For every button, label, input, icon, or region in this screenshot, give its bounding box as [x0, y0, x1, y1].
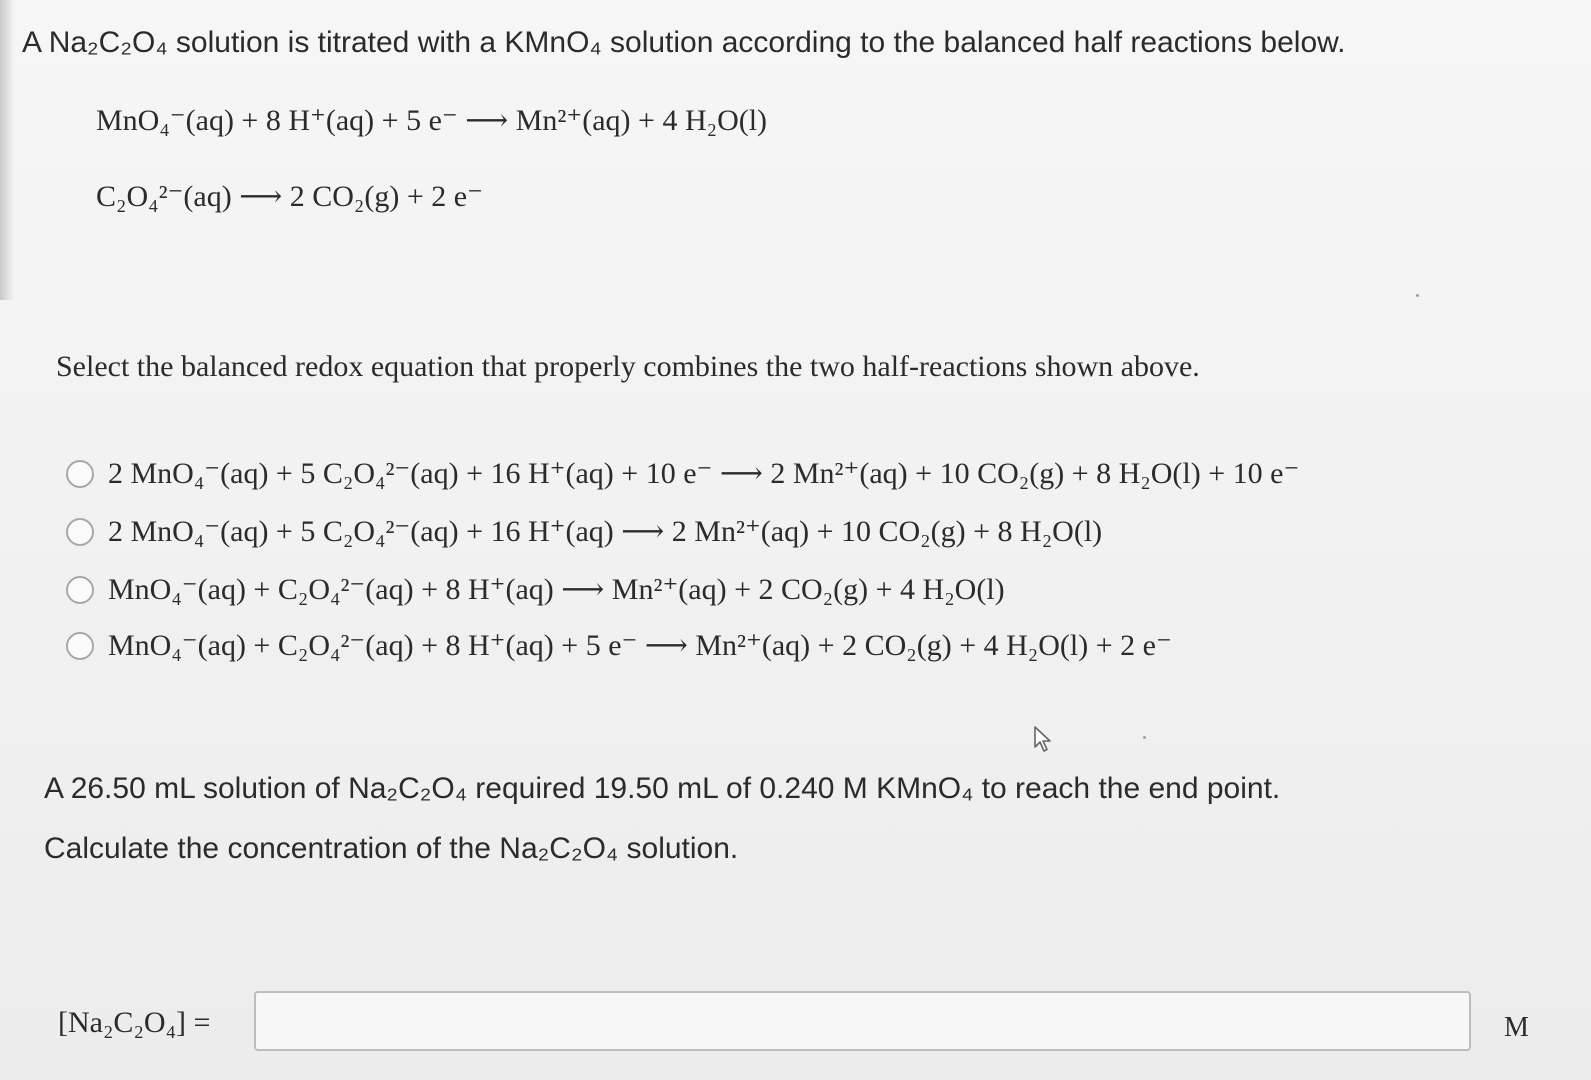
dust-speck	[1143, 736, 1146, 739]
concentration-input[interactable]	[254, 991, 1471, 1051]
answer-label: [Na₂C₂O₄] =	[58, 1006, 211, 1039]
option-text: MnO₄⁻(aq) + C₂O₄²⁻(aq) + 8 H⁺(aq) + 5 e⁻ ⟶ Mn²⁺(aq) + 2 CO₂(g) + 4 H₂O(l) + 2 e⁻	[108, 629, 1172, 662]
answer-option-3[interactable]	[66, 572, 1005, 607]
option-text: MnO₄⁻(aq) + C₂O₄²⁻(aq) + 8 H⁺(aq) ⟶ Mn²⁺(aq) + 2 CO₂(g) + 4 H₂O(l)	[108, 573, 1005, 606]
question-intro: A Na₂C₂O₄ solution is titrated with a KMnO₄ solution according to the balanced half reactions below.	[22, 26, 1346, 59]
half-reaction-2: C₂O₄²⁻(aq) ⟶ 2 CO₂(g) + 2 e⁻	[96, 180, 483, 213]
option-text: 2 MnO₄⁻(aq) + 5 C₂O₄²⁻(aq) + 16 H⁺(aq) ⟶ 2 Mn²⁺(aq) + 10 CO₂(g) + 8 H₂O(l)	[108, 515, 1103, 548]
mouse-pointer-icon	[1028, 724, 1058, 754]
answer-option-1[interactable]	[66, 456, 1299, 491]
titration-calculate: Calculate the concentration of the Na₂C₂O₄ solution.	[44, 832, 739, 865]
dust-speck	[1416, 294, 1419, 297]
radio-button-icon[interactable]	[66, 460, 94, 488]
titration-given: A 26.50 mL solution of Na₂C₂O₄ required 19.50 mL of 0.240 M KMnO₄ to reach the end point.	[44, 772, 1281, 805]
radio-button-icon[interactable]	[66, 632, 94, 660]
unit-label: M	[1504, 1012, 1529, 1043]
half-reaction-1: MnO₄⁻(aq) + 8 H⁺(aq) + 5 e⁻ ⟶ Mn²⁺(aq) + 4 H₂O(l)	[96, 104, 768, 137]
option-text: 2 MnO₄⁻(aq) + 5 C₂O₄²⁻(aq) + 16 H⁺(aq) + 10 e⁻ ⟶ 2 Mn²⁺(aq) + 10 CO₂(g) + 8 H₂O(l) + 10 e⁻	[108, 457, 1300, 490]
left-edge-shadow	[0, 0, 14, 300]
radio-button-icon[interactable]	[66, 518, 94, 546]
radio-button-icon[interactable]	[66, 576, 94, 604]
answer-option-2[interactable]	[66, 514, 1102, 549]
question-prompt: Select the balanced redox equation that properly combines the two half-reactions shown above.	[56, 350, 1200, 383]
answer-option-4[interactable]	[66, 628, 1172, 663]
